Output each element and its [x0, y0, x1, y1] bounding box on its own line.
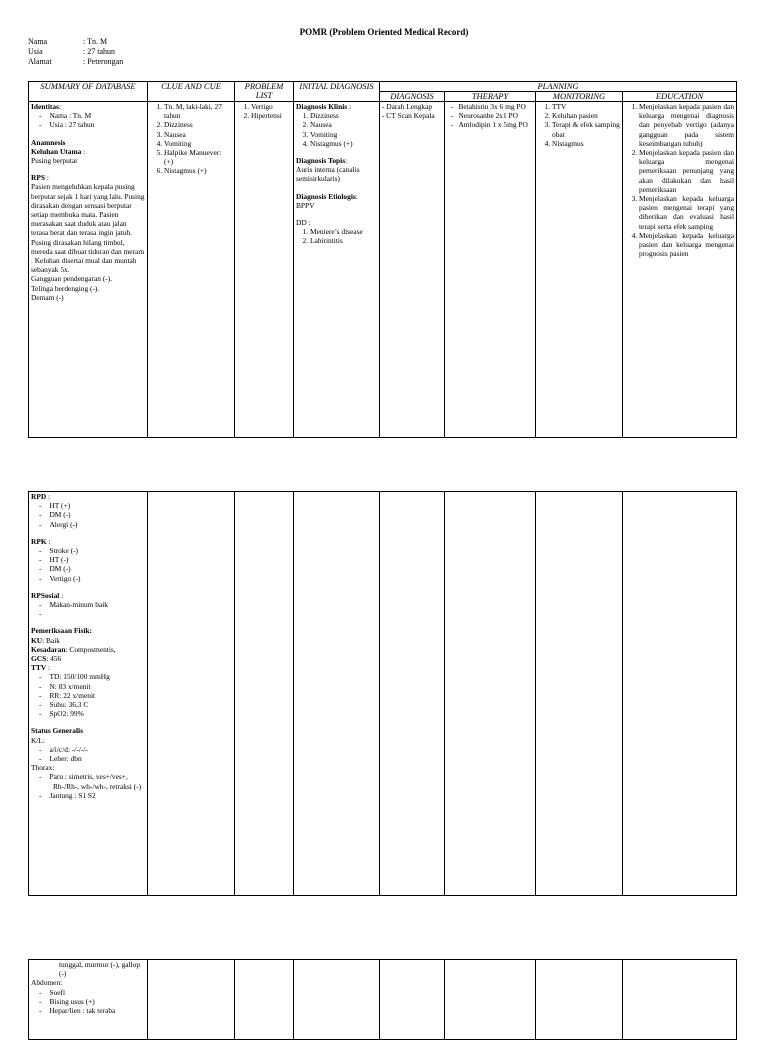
education-item: 2. Menjelaskan kepada pasien dan keluarga mengenai pemeriksaan penunjang yang akan dilakukan dan hasil pemeriksaan	[639, 148, 734, 194]
rpk-item: - Stroke (-)	[53, 546, 145, 555]
monitoring-cell-page-3	[536, 960, 623, 1040]
problem-item: 2. Hipertensi	[251, 111, 291, 120]
summary-cell-continued	[29, 492, 148, 896]
ttv-item: - N: 83 x/menit	[53, 682, 145, 691]
rps-label: RPS	[31, 173, 45, 183]
pomr-table-page-1	[28, 81, 737, 438]
rpd-colon: :	[46, 492, 51, 501]
header-education: EDUCATION	[623, 92, 737, 102]
problem-cell	[235, 102, 294, 438]
thorax-list	[31, 772, 145, 800]
clue-cell-page-3	[148, 960, 235, 1040]
rpk-colon: :	[46, 536, 51, 546]
ku-label: KU	[31, 635, 43, 645]
header-therapy: THERAPY	[445, 92, 536, 102]
etiologis-colon: :	[355, 191, 358, 201]
topis-label: Diagnosis Topis	[296, 156, 346, 166]
ttv-label: TTV	[31, 663, 47, 673]
klinis-item: 2. Nausea	[310, 120, 377, 129]
identitas-label: Identitas	[31, 102, 59, 111]
patient-row	[28, 37, 123, 47]
clue-item: 6. Nistagmus (+)	[164, 166, 232, 175]
problem-cell-page-3	[235, 960, 294, 1040]
therapy-list	[447, 102, 533, 130]
thorax-continued: tunggal, murmur (-), gallop (-)	[59, 960, 141, 979]
patient-field-label: Nama	[28, 37, 48, 46]
ttv-colon: :	[46, 663, 51, 673]
rpsosial-colon: :	[59, 590, 64, 600]
thorax-item: - Paru : simetris, ves+/ves+, Rh-/Rh-, wh-/wh-, retraksi (-)	[53, 772, 145, 790]
header-planning: PLANNING	[380, 82, 737, 92]
problem-item: 1. Vertigo	[251, 102, 291, 111]
rps-colon: :	[44, 173, 49, 183]
diagnosis-cell	[380, 102, 445, 438]
dd-item: 2. Labirintitis	[310, 236, 377, 245]
keluhan-value: Pusing berputar	[31, 156, 78, 166]
rpd-item: - Alergi (-)	[53, 520, 145, 529]
kl-item: - a/i/c/d: -/-/-/-	[53, 745, 145, 754]
diagnosis-item: - Darah Lengkap	[382, 102, 433, 111]
rpsosial-list	[31, 600, 145, 618]
diagnosis-item: - CT Scan Kepala	[382, 111, 435, 121]
document-title: POMR (Problem Oriented Medical Record)	[299, 27, 469, 37]
ttv-item: - TD: 150/100 mmHg	[53, 672, 145, 681]
dd-label: DD :	[296, 218, 311, 228]
rpd-item: - DM (-)	[53, 510, 145, 519]
header-diagnosis: DIAGNOSIS	[380, 92, 445, 102]
clue-item: 5. Halpike Manuever: (+)	[164, 148, 232, 166]
education-cell-continued	[623, 492, 737, 896]
monitoring-item: 3. Terapi & efek samping obat	[552, 120, 620, 138]
status-label: Status Generalis	[31, 726, 83, 736]
therapy-cell-continued	[445, 492, 536, 896]
ttv-item: - SpO2: 99%	[53, 709, 145, 718]
header-clue: CLUE AND CUE	[148, 82, 235, 102]
therapy-item: - Amlodipin 1 x 5mg PO	[461, 120, 533, 129]
klinis-item: 4. Nistagmus (+)	[310, 139, 377, 148]
education-item: 3. Menjelaskan kepada keluarga pasien mengenai terapi yang diberikan dan evaluasi hasil terapi serta efek samping	[639, 194, 734, 231]
kl-item: - Leher: dbn	[53, 754, 145, 763]
abdomen-item: - Soefl	[53, 988, 145, 997]
rps-line: Telinga berdenging (-).	[31, 283, 100, 293]
education-cell	[623, 102, 737, 438]
therapy-cell-page-3	[445, 960, 536, 1040]
dd-list	[296, 227, 377, 245]
patient-field-value: : 27 tahun	[83, 47, 115, 56]
etiologis-label: Diagnosis Etiologis	[296, 191, 356, 201]
rpd-label: RPD	[31, 492, 47, 501]
header-summary: SUMMARY OF DATABASE	[29, 82, 148, 102]
etiologis-text: BPPV	[296, 200, 315, 210]
kesadaran-label: Kesadaran	[31, 644, 66, 654]
rpk-list	[31, 546, 145, 583]
patient-field-value: : Tn. M	[83, 37, 108, 46]
education-list	[625, 102, 734, 258]
monitoring-cell	[536, 102, 623, 438]
header-problem: PROBLEM LIST	[235, 82, 294, 102]
klinis-label: Diagnosis Klinis	[296, 102, 348, 111]
summary-cell-page-3	[29, 960, 148, 1040]
initial-cell	[294, 102, 380, 438]
klinis-item: 3. Vomiting	[310, 130, 377, 139]
problem-cell-continued	[235, 492, 294, 896]
patient-row	[28, 57, 123, 67]
rpd-list	[31, 501, 145, 529]
education-cell-page-3	[623, 960, 737, 1040]
clue-list	[150, 102, 232, 176]
monitoring-cell-continued	[536, 492, 623, 896]
pomr-table-page-2	[28, 491, 737, 896]
fisik-label: Pemeriksaan Fisik:	[31, 626, 92, 636]
education-item: 1. Menjelaskan kepada pasien dan keluarga mengenai diagnosis dan penyebab vertigo (adanya gangguan pada sistem keseimbangan tubuh)	[639, 102, 734, 148]
abdomen-item: - Bising usus (+)	[53, 997, 145, 1006]
kl-list	[31, 745, 145, 763]
ttv-item: - Suhu: 36,3 C	[53, 700, 145, 709]
kl-label: K/L:	[31, 735, 45, 745]
identitas-item: - Nama : Tn. M	[53, 111, 145, 120]
rpd-item: - HT (+)	[53, 501, 145, 510]
therapy-item: - Neurosanbe 2x1 PO	[461, 111, 533, 120]
ttv-list	[31, 672, 145, 718]
clue-cell-continued	[148, 492, 235, 896]
rps-lines	[31, 274, 145, 302]
ku-value: : Baik	[42, 635, 60, 645]
klinis-item: 1. Dizziness	[310, 111, 377, 120]
thorax-label: Thorax:	[31, 763, 55, 773]
keluhan-colon: :	[81, 146, 86, 156]
patient-field-label: Alamat	[28, 57, 52, 66]
abdomen-list	[31, 988, 145, 1016]
therapy-item: - Betahistin 3x 6 mg PO	[461, 102, 533, 111]
klinis-list	[296, 111, 377, 148]
rps-line: Demam (-)	[31, 292, 64, 302]
patient-field-label: Usia	[28, 47, 43, 56]
gcs-value: : 456	[46, 654, 62, 664]
klinis-colon: :	[347, 102, 352, 111]
dd-item: 1. Meniere’s disease	[310, 227, 377, 236]
diagnosis-cell-continued	[380, 492, 445, 896]
clue-item: 3. Nausea	[164, 130, 232, 139]
header-monitoring: MONITORING	[536, 92, 623, 102]
abdomen-label: Abdomen:	[31, 978, 63, 988]
monitoring-item: 4. Nistagmus	[552, 139, 620, 148]
rps-text: Pasien mengeluhkan kepala pusing berputar sejak 1 hari yang lalu. Pusing dirasakan dengan sensasi berputar setiap membuka mata. Pasien merasakan saat duduk atau jalan terasa berat dan terasa ingin jatuh. Pusing dirasakan hilang timbul, mereda saat dibuat tiduran dan meram . Keluhan disertai mual dan muntah sebanyak 5x.	[31, 182, 145, 275]
monitoring-item: 1. TTV	[552, 102, 620, 111]
problem-list	[237, 102, 291, 120]
identitas-colon: :	[58, 102, 61, 111]
pomr-table-page-3	[28, 959, 737, 1040]
header-initial: INITIAL DIAGNOSIS	[294, 82, 380, 102]
gcs-label: GCS	[31, 654, 47, 664]
education-item: 4. Menjelaskan kepada keluarga pasien dan keluarga mengenai prognosis pasien	[639, 231, 734, 259]
rpk-item: - Vertigo (-)	[53, 574, 145, 583]
patient-row	[28, 47, 123, 57]
rpk-item: - HT (-)	[53, 555, 145, 564]
rpsosial-label: RPSosial	[31, 590, 60, 600]
kesadaran-value: : Composmentis,	[65, 644, 116, 654]
patient-field-value: : Peterongan	[83, 57, 124, 66]
clue-item: 2. Dizziness	[164, 120, 232, 129]
identitas-item: - Usia : 27 tahun	[53, 120, 145, 129]
clue-cell	[148, 102, 235, 438]
summary-cell	[29, 102, 148, 438]
ttv-item: - RR: 22 x/menit	[53, 691, 145, 700]
monitoring-list	[538, 102, 620, 148]
keluhan-label: Keluhan Utama	[31, 146, 82, 156]
diagnosis-list	[382, 102, 442, 120]
patient-identity	[28, 37, 123, 67]
anamnesis-heading: Anamnesis	[31, 137, 66, 147]
rpk-item: - DM (-)	[53, 564, 145, 573]
initial-cell-page-3	[294, 960, 380, 1040]
identitas-list	[31, 111, 145, 129]
topis-text: Auris interna (canalis semisirkularis)	[296, 165, 360, 184]
thorax-item: - Jantung : S1 S2	[53, 791, 145, 800]
initial-cell-continued	[294, 492, 380, 896]
topis-colon: :	[345, 156, 348, 166]
rps-line: Gangguan pendengaran (-).	[31, 274, 113, 284]
diagnosis-cell-page-3	[380, 960, 445, 1040]
monitoring-item: 2. Keluhan pasien	[552, 111, 620, 120]
rpsosial-item: - Makan-minum baik	[53, 600, 145, 609]
rpsosial-item	[53, 609, 145, 618]
rpk-label: RPK	[31, 536, 47, 546]
abdomen-item: - Hepar/lien : tak teraba	[53, 1006, 145, 1015]
clue-item: 4. Vomiting	[164, 139, 232, 148]
clue-item: 1. Tn. M, laki-laki, 27 tahun	[164, 102, 232, 120]
therapy-cell	[445, 102, 536, 438]
